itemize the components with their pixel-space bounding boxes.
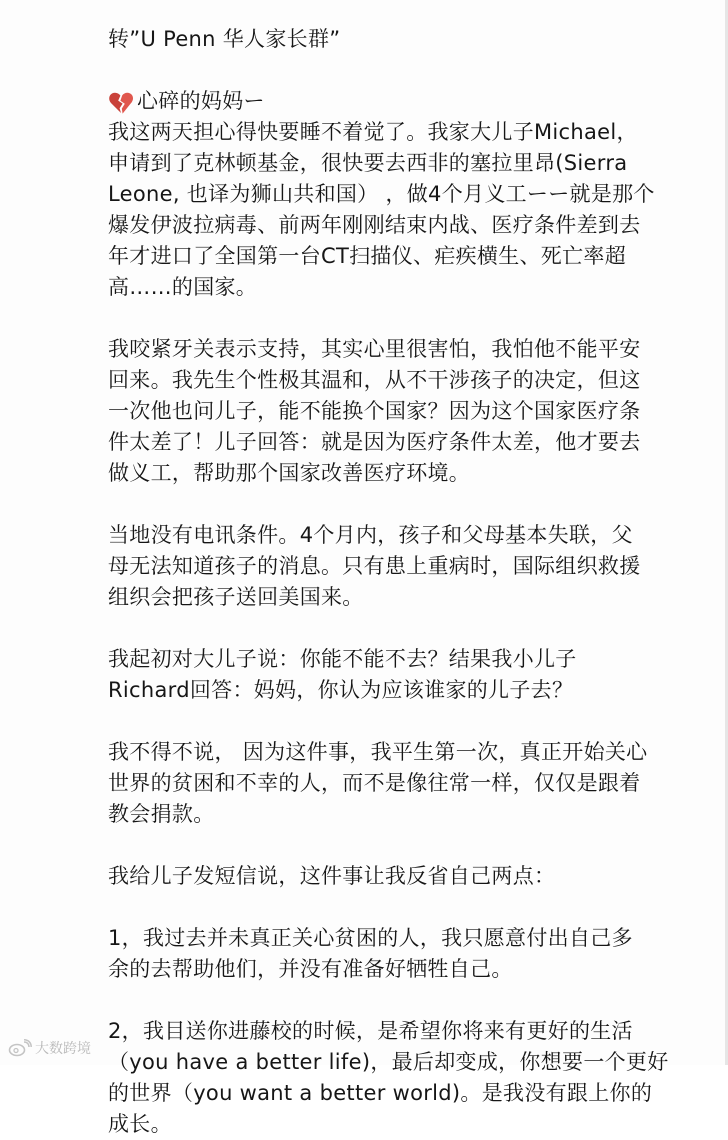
spacer	[108, 303, 710, 334]
broken-heart-icon	[108, 91, 134, 115]
paragraph-line: 我起初对大儿子说：你能不能不去？结果我小儿子	[108, 647, 577, 671]
paragraph-line: 2，我目送你进藤校的时候，是希望你将来有更好的生活	[108, 1019, 633, 1043]
paragraph-line: 爆发伊波拉病毒、前两年刚刚结束内战、医疗条件差到去	[108, 213, 641, 237]
paragraph-line: 一次他也问儿子，能不能换个国家？因为这个国家医疗条	[108, 399, 641, 423]
spacer	[108, 985, 710, 1016]
paragraph-line: 我咬紧牙关表示支持，其实心里很害怕，我怕他不能平安	[108, 337, 641, 361]
paragraph	[108, 1016, 710, 1140]
paragraph-line: 世界的贫困和不幸的人，而不是像往常一样，仅仅是跟着	[108, 771, 641, 795]
paragraph-line: 当地没有电讯条件。4个月内，孩子和父母基本失联，父	[108, 523, 633, 547]
post-heading	[108, 86, 710, 117]
paragraph-line: 我这两天担心得快要睡不着觉了。我家大儿子Michael，	[108, 120, 638, 144]
paragraph-line: 做义工，帮助那个国家改善医疗环境。	[108, 461, 471, 485]
spacer	[108, 706, 710, 737]
heading-text: 心碎的妈妈ー	[137, 89, 265, 113]
paragraph-line: 我不得不说， 因为这件事，我平生第一次，真正开始关心	[108, 740, 648, 764]
paragraph-line: 申请到了克林顿基金，很快要去西非的塞拉里昂(Sierra	[108, 151, 628, 175]
paragraph-line: （you have a better life)，最后却变成，你想要一个更好	[108, 1050, 669, 1074]
paragraph-line: Richard回答：妈妈，你认为应该谁家的儿子去？	[108, 678, 574, 702]
paragraph-line: 的世界（you want a better world)。是我没有跟上你的	[108, 1081, 653, 1105]
watermark-text: 大数跨境	[35, 1041, 91, 1057]
paragraph-line: 1，我过去并未真正关心贫困的人，我只愿意付出自己多	[108, 926, 633, 950]
paragraph	[108, 644, 710, 706]
paragraph	[108, 923, 710, 985]
paragraph-line: 件太差了！儿子回答：就是因为医疗条件太差，他才要去	[108, 430, 641, 454]
paragraph-line: 母无法知道孩子的消息。只有患上重病时，国际组织救援	[108, 554, 641, 578]
watermark	[8, 1038, 91, 1058]
paragraph-line: 回来。我先生个性极其温和，从不干涉孩子的决定，但这	[108, 368, 641, 392]
spacer	[108, 613, 710, 644]
spacer	[108, 830, 710, 861]
paragraph-line: Leone, 也译为狮山共和国） ，做4个月义工ーー就是那个	[108, 182, 655, 206]
spacer	[108, 55, 710, 86]
weibo-logo-icon	[8, 1039, 32, 1057]
paragraph	[108, 737, 710, 830]
post-body	[108, 24, 710, 1140]
paragraph	[108, 520, 710, 613]
paragraph-line: 年才进口了全国第一台CT扫描仪、疟疾横生、死亡率超	[108, 244, 626, 268]
spacer	[108, 892, 710, 923]
paragraph-line: 余的去帮助他们，并没有准备好牺牲自己。	[108, 957, 513, 981]
paragraph	[108, 117, 710, 303]
paragraph-line: 成长。	[108, 1112, 172, 1136]
paragraph-line: 组织会把孩子送回美国来。	[108, 585, 364, 609]
paragraph-line: 我给儿子发短信说，这件事让我反省自己两点：	[108, 864, 556, 888]
paragraph	[108, 334, 710, 489]
paragraph-line: 教会捐款。	[108, 802, 215, 826]
paragraph-line: 高……的国家。	[108, 275, 258, 299]
post-header: 转”U Penn 华人家长群”	[108, 27, 341, 51]
spacer	[108, 489, 710, 520]
paragraph-list	[108, 117, 710, 1140]
paragraph	[108, 861, 710, 892]
